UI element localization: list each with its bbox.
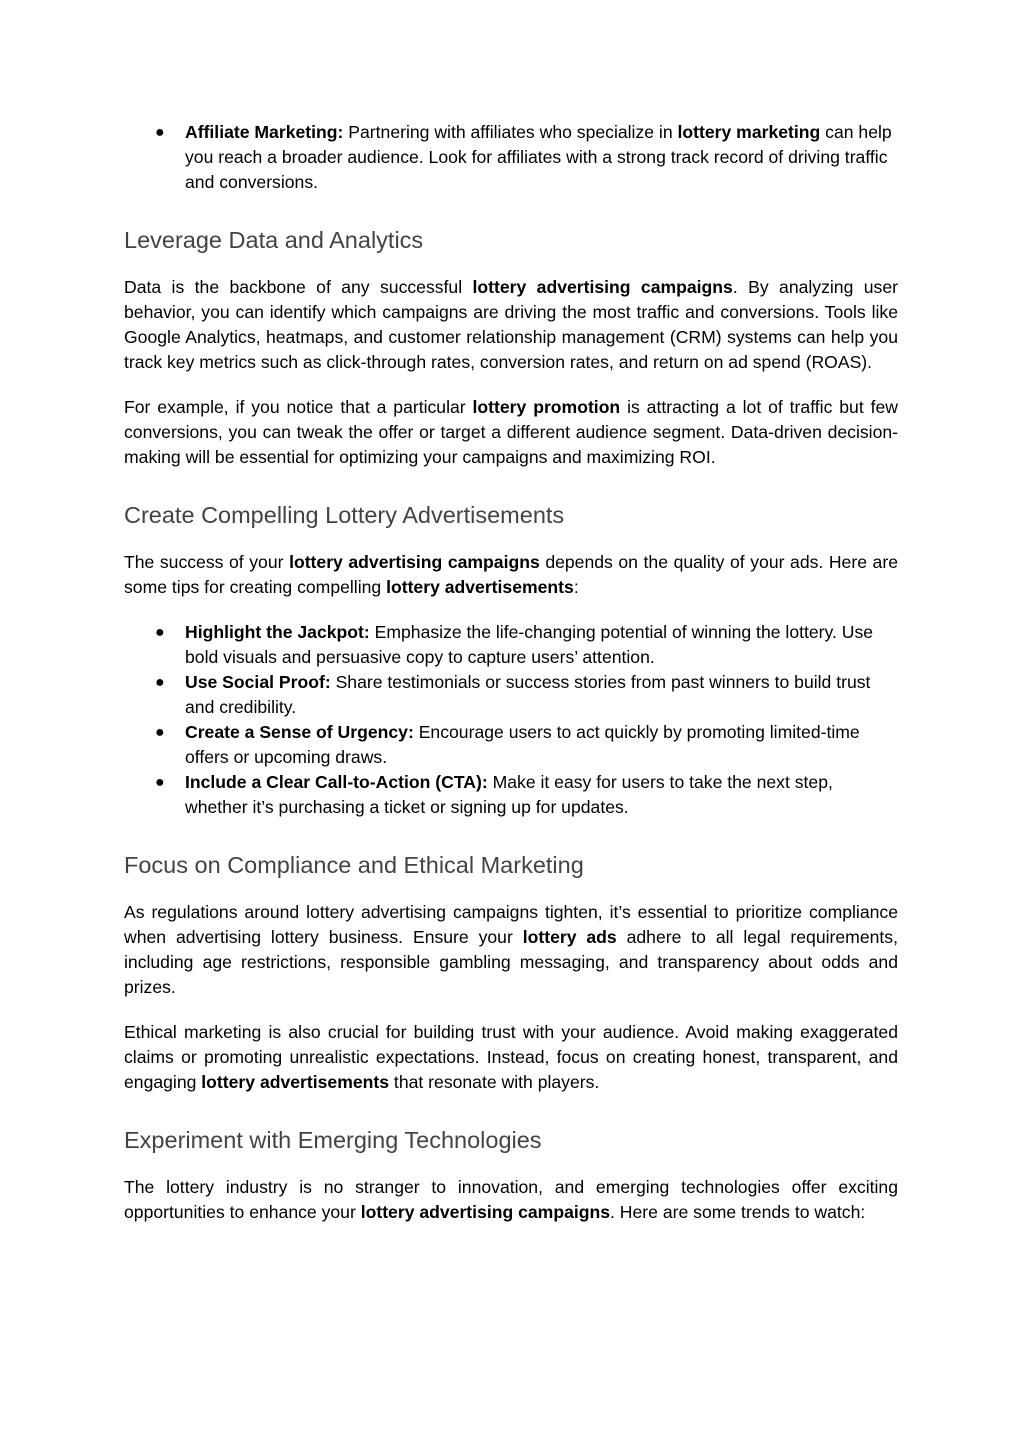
bullet-icon: ● bbox=[155, 724, 165, 741]
bold-text: lottery advertisements bbox=[386, 577, 574, 597]
text-run: For example, if you notice that a particular bbox=[124, 397, 473, 417]
text-run: that resonate with players. bbox=[389, 1072, 600, 1092]
list-item-text bbox=[185, 122, 892, 192]
text-run: The success of your bbox=[124, 552, 290, 572]
bold-text: Use Social Proof: bbox=[185, 672, 331, 692]
bold-text: Create a Sense of Urgency: bbox=[185, 722, 414, 742]
bold-text: Affiliate Marketing: bbox=[185, 122, 344, 142]
list-item-text bbox=[185, 772, 833, 817]
text-run: The lottery industry is no stranger to innovation, and emerging technologies offer exciting opportunities to enhance your bbox=[124, 1177, 898, 1222]
text-run: Partnering with affiliates who specialize in bbox=[343, 122, 678, 142]
paragraph bbox=[124, 550, 898, 600]
section-heading-emerging-tech: Experiment with Emerging Technologies bbox=[124, 1127, 542, 1153]
text-run: . By analyzing user behavior, you can identify which campaigns are driving the most traffic and conversions. Tools like Google Analytics, heatmaps, and customer relationship management (CRM) systems can help you track key metrics such as click-through rates, conversion rates, and return on ad spend (ROAS). bbox=[124, 277, 898, 372]
bold-text: Include a Clear Call-to-Action (CTA): bbox=[185, 772, 488, 792]
bold-text: lottery ads bbox=[522, 927, 617, 947]
text-run: . Here are some trends to watch: bbox=[610, 1202, 866, 1222]
list-item bbox=[124, 720, 898, 770]
bold-text: lottery promotion bbox=[472, 397, 621, 417]
bold-text: Highlight the Jackpot: bbox=[185, 622, 370, 642]
bullet-icon: ● bbox=[155, 624, 165, 641]
paragraph bbox=[124, 1020, 898, 1095]
bullet-icon: ● bbox=[155, 674, 165, 691]
paragraph bbox=[124, 900, 898, 1000]
text-run: Ethical marketing is also crucial for building trust with your audience. Avoid making exaggerated claims or promoting unrealistic expectations. Instead, focus on creating honest, transparent, and engaging bbox=[124, 1022, 898, 1092]
document-page bbox=[124, 120, 898, 1225]
bullet-icon: ● bbox=[155, 774, 165, 791]
list-item bbox=[124, 120, 898, 195]
paragraph bbox=[124, 395, 898, 470]
bullet-list-ad-tips bbox=[124, 620, 898, 820]
section-heading-data-analytics: Leverage Data and Analytics bbox=[124, 227, 424, 253]
paragraph bbox=[124, 275, 898, 375]
text-run: : bbox=[573, 577, 579, 597]
list-item bbox=[124, 770, 898, 820]
list-item-text bbox=[185, 622, 873, 667]
bold-text: lottery advertisements bbox=[201, 1072, 390, 1092]
list-item bbox=[124, 670, 898, 720]
bold-text: lottery advertising campaigns bbox=[360, 1202, 611, 1222]
text-run: Share testimonials or success stories from past winners to build trust and credibility. bbox=[185, 672, 871, 717]
text-run: Encourage users to act quickly by promoting limited-time offers or upcoming draws. bbox=[185, 722, 860, 767]
section-heading-compliance: Focus on Compliance and Ethical Marketing bbox=[124, 852, 584, 878]
bold-text: lottery marketing bbox=[677, 122, 821, 142]
section-heading-compelling-ads: Create Compelling Lottery Advertisements bbox=[124, 502, 565, 528]
text-run: Make it easy for users to take the next step, whether it’s purchasing a ticket or signing up for updates. bbox=[185, 772, 833, 817]
list-item-text bbox=[185, 672, 870, 717]
text-run: Emphasize the life-changing potential of winning the lottery. Use bold visuals and persuasive copy to capture users’ attention. bbox=[185, 622, 874, 667]
text-run: depends on the quality of your ads. Here are some tips for creating compelling bbox=[124, 552, 898, 597]
text-run: can help you reach a broader audience. Look for affiliates with a strong track record of driving traffic and conversions. bbox=[185, 122, 892, 192]
list-item-text bbox=[185, 722, 860, 767]
bold-text: lottery advertising campaigns bbox=[289, 552, 540, 572]
list-item bbox=[124, 620, 898, 670]
paragraph bbox=[124, 1175, 898, 1225]
text-run: is attracting a lot of traffic but few conversions, you can tweak the offer or target a different audience segment. Data-driven decision-making will be essential for optimizing your campaigns and maximizing ROI. bbox=[124, 397, 898, 467]
text-run: adhere to all legal requirements, including age restrictions, responsible gambling messaging, and transparency about odds and prizes. bbox=[124, 927, 898, 997]
text-run: Data is the backbone of any successful bbox=[124, 277, 473, 297]
bullet-list-affiliate bbox=[124, 120, 898, 195]
text-run: As regulations around lottery advertising campaigns tighten, it’s essential to prioritize compliance when advertising lottery business. Ensure your bbox=[124, 902, 898, 947]
bold-text: lottery advertising campaigns bbox=[472, 277, 733, 297]
bullet-icon: ● bbox=[155, 124, 165, 141]
